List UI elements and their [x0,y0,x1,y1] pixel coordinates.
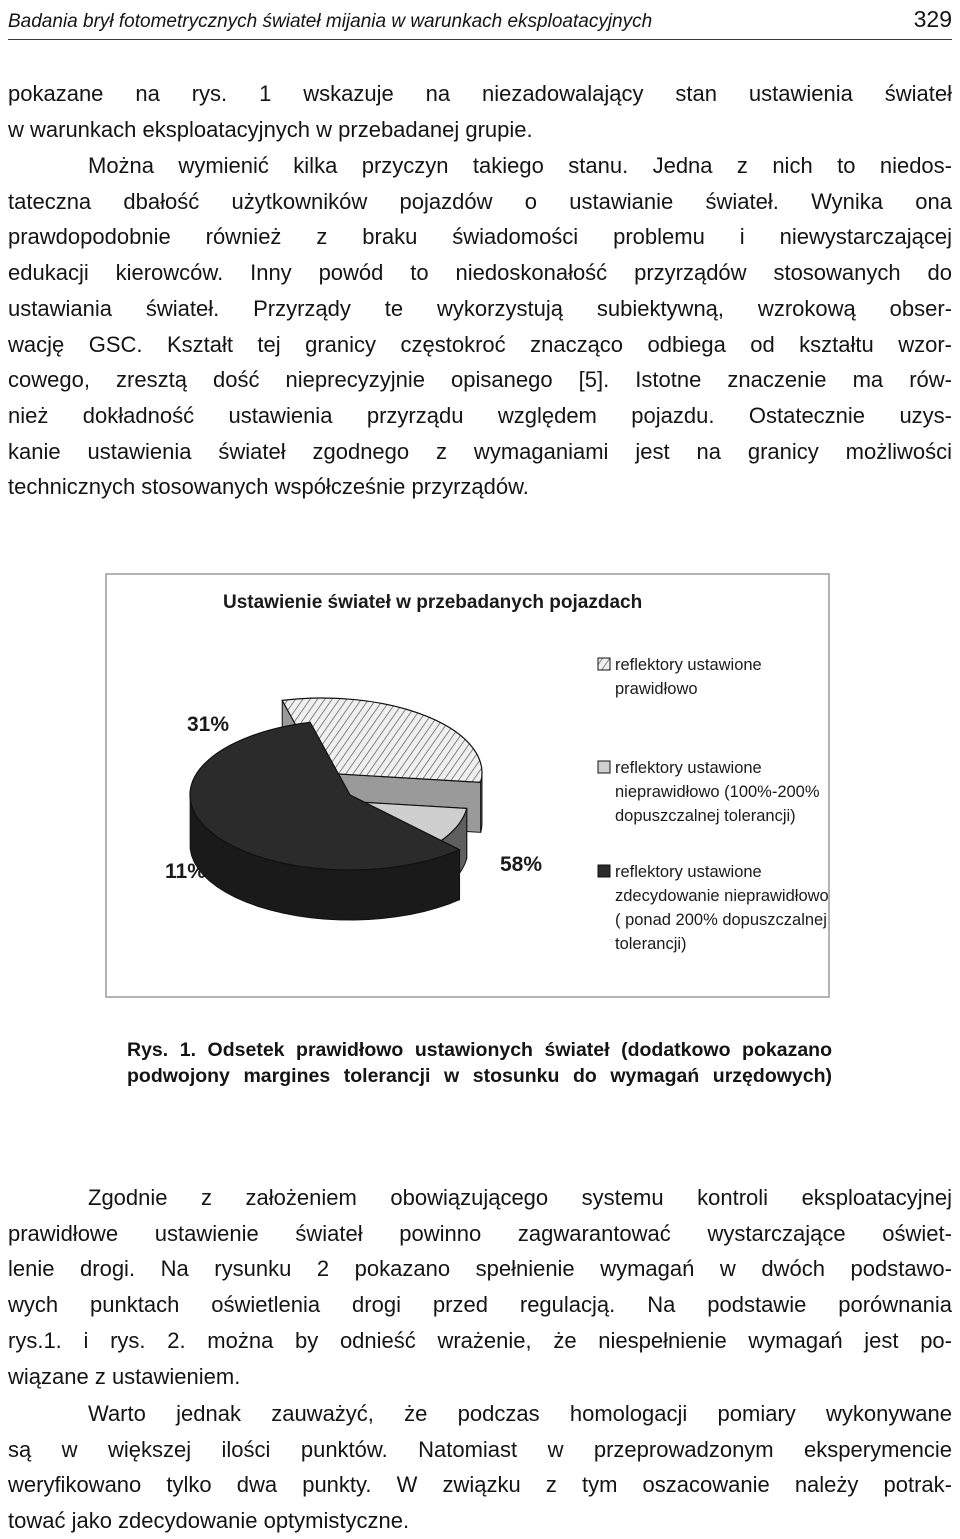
text-line: edukacji kierowców. Inny powód to niedoskonałość przyrządów stosowanych do [8,260,952,286]
paragraph-2 [8,148,952,505]
legend-label: reflektory ustawione [615,759,762,777]
text-line: Zgodnie z założeniem obowiązującego systemu kontroli eksploatacyjnej [88,1185,952,1210]
legend-swatch [598,658,610,670]
pie-data-label: 11% [165,860,206,883]
legend-swatch [598,761,610,773]
text-line: nież dokładność ustawienia przyrządu względem pojazdu. Ostatecznie uzys- [8,402,952,428]
text-line: cowego, zresztą dość nieprecyzyjnie opisanego [5]. Istotne znaczenie ma rów- [8,367,952,393]
text-line: wych punktach oświetlenia drogi przed regulacją. Na podstawie porównania [8,1292,952,1318]
legend-label: prawidłowo [615,680,698,698]
pie-data-label: 31% [187,713,230,736]
legend-label: reflektory ustawione [615,863,762,881]
text-line: wację GSC. Kształt tej granicy częstokroć znacząco odbiega od kształtu wzor- [8,331,952,357]
chart-title: Ustawienie świateł w przebadanych pojazdach [223,592,643,613]
text-line: Można wymienić kilka przyczyn takiego stanu. Jedna z nich to niedos- [88,153,952,178]
paragraph-3 [8,1180,952,1394]
page-number: 329 [913,6,952,32]
text-line: pokazane na rys. 1 wskazuje na niezadowalający stan ustawienia świateł [8,81,952,106]
text-line: ustawiania świateł. Przyrządy te wykorzystują subiektywną, wzrokową obser- [8,295,952,321]
text-line: kanie ustawienia świateł zgodnego z wymaganiami jest na granicy możliwości [8,438,952,464]
text-line: weryfikowano tylko dwa punkty. W związku z tym oszacowanie należy potrak- [8,1472,952,1498]
legend-label: zdecydowanie nieprawidłowo [615,887,829,905]
text-line: prawidłowe ustawienie świateł powinno zagwarantować wystarczające oświet- [8,1220,952,1246]
text-line: są w większej ilości punktów. Natomiast w przeprowadzonym eksperymencie [8,1436,952,1462]
legend-label: tolerancji) [615,935,687,953]
header-title: Badania brył fotometrycznych świateł mijania w warunkach eksploatacyjnych [8,11,653,32]
legend-label: nieprawidłowo (100%-200% [615,783,820,801]
paragraph-4 [8,1396,952,1539]
paragraph-1 [8,76,952,147]
text-line: rys.1. i rys. 2. można by odnieść wrażenie, że niespełnienie wymagań jest po- [8,1327,952,1353]
legend-label: reflektory ustawione [615,656,762,674]
text-line: tateczna dbałość użytkowników pojazdów o ustawianie świateł. Wynika ona [8,188,952,214]
text-line: tować jako zdecydowanie optymistyczne. [8,1508,410,1534]
text-line: Warto jednak zauważyć, że podczas homologacji pomiary wykonywane [88,1401,952,1426]
legend-label: dopuszczalnej tolerancji) [615,807,796,825]
legend-swatch [598,865,610,877]
legend-label: ( ponad 200% dopuszczalnej [615,911,827,929]
text-line: prawdopodobnie również z braku świadomości problemu i niewystarczającej [8,224,952,250]
running-header [8,0,952,40]
figure-caption [127,1037,832,1089]
caption-text: Rys. 1. Odsetek prawidłowo ustawionych świateł (dodatkowo pokazano podwojony margines tolerancji w stosunku do wymagań urzędowych) [127,1039,832,1087]
text-line: wiązane z ustawieniem. [8,1363,241,1389]
pie-chart [105,573,830,998]
text-line: technicznych stosowanych współcześnie przyrządów. [8,474,529,500]
text-line: w warunkach eksploatacyjnych w przebadanej grupie. [8,116,533,142]
pie-data-label: 58% [500,853,543,876]
text-line: lenie drogi. Na rysunku 2 pokazano spełnienie wymagań w dwóch podstawo- [8,1256,952,1282]
